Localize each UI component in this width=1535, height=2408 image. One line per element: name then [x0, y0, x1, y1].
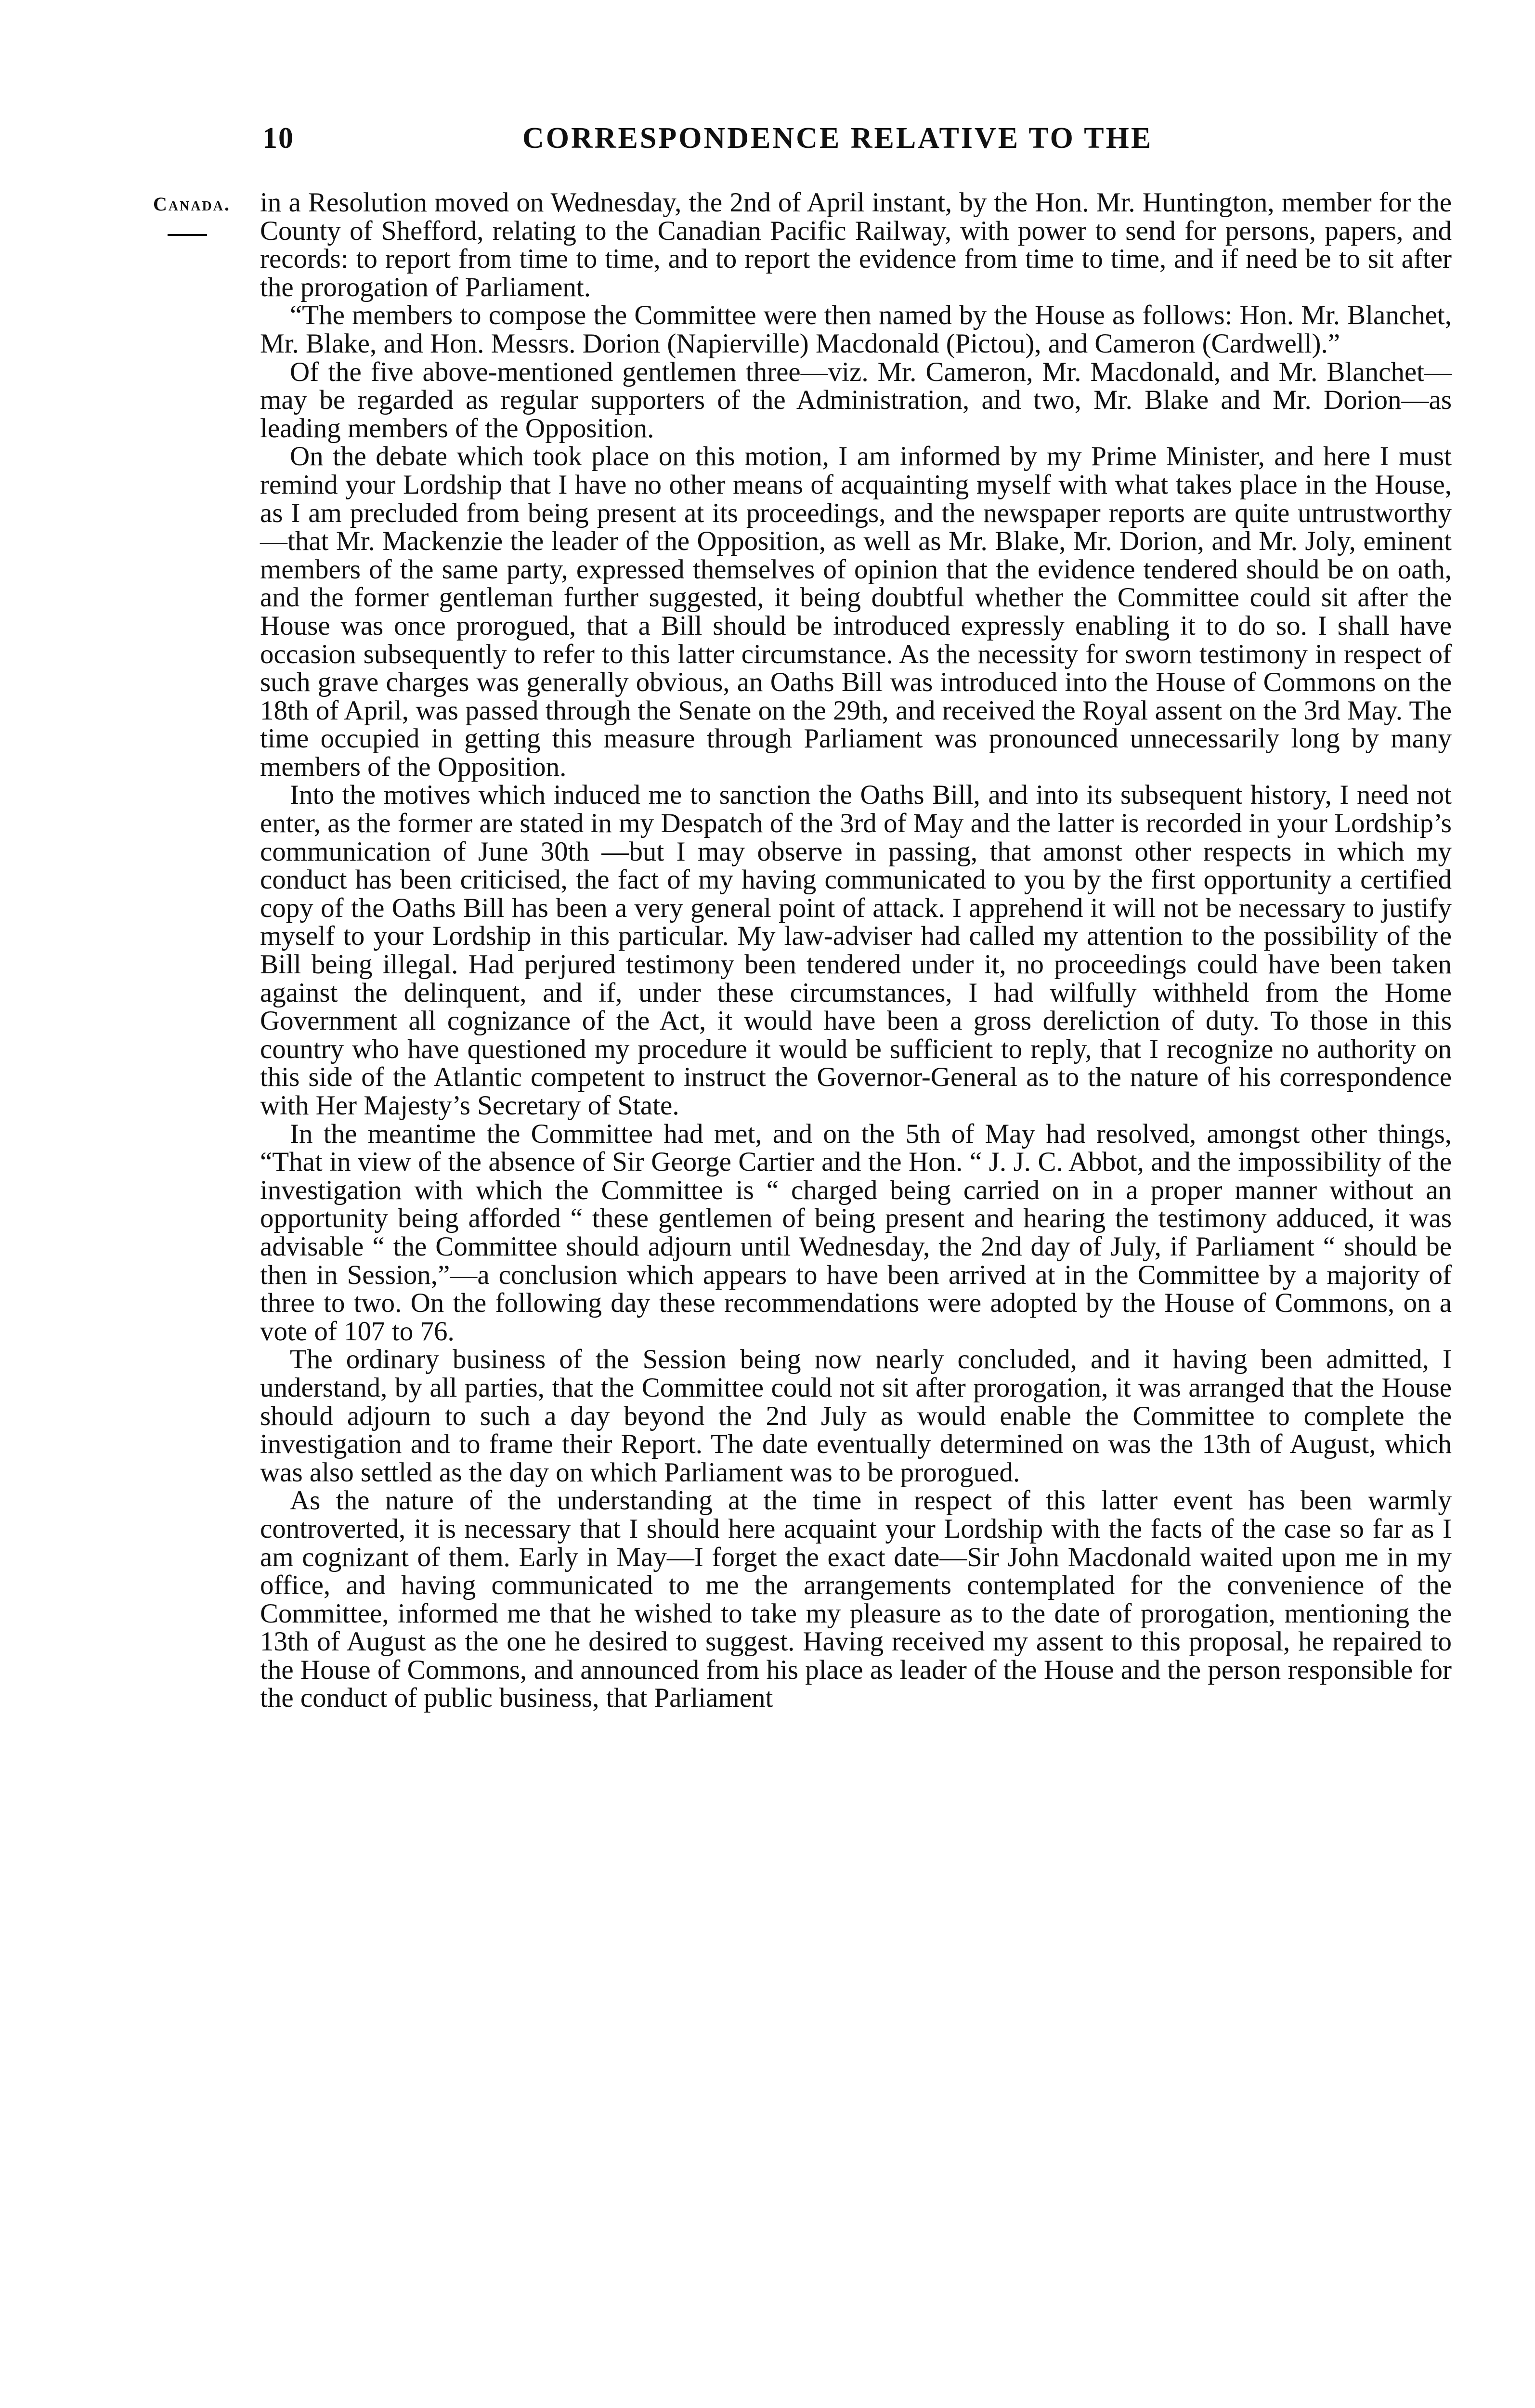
paragraph-5: Into the motives which induced me to sanction the Oaths Bill, and into its subsequent history, I need not enter, as the former are stated in my Despatch of the 3rd of May and the latter is recorded in your Lordship’s communication of June 30th —but I may observe in passing, that amonst other respects in which my conduct has been criticised, the fact of my having communicated to you by the first opportunity a certified copy of the Oaths Bill has been a very general point of attack. I apprehend it will not be necessary to justify myself to your Lordship in this particular. My law-adviser had called my attention to the possibility of the Bill being illegal. Had perjured testimony been tendered under it, no proceedings could have been taken against the delinquent, and if, under these circumstances, I had wilfully withheld from the Home Government all cognizance of the Act, it would have been a gross dereliction of duty. To those in this country who have questioned my procedure it would be sufficient to reply, that I recognize no authority on this side of the Atlantic competent to instruct the Governor-General as to the nature of his correspondence with Her Majesty’s Secretary of State.: [260, 780, 1452, 1121]
paragraph-4: On the debate which took place on this motion, I am informed by my Prime Minister, and here I must remind your Lordship that I have no other means of acquainting myself with what takes place in the House, as I am precluded from being present at its proceedings, and the newspaper reports are quite untrustworthy—that Mr. Mackenzie the leader of the Opposition, as well as Mr. Blake, Mr. Dorion, and Mr. Joly, eminent members of the same party, expressed themselves of opinion that the evidence tendered should be on oath, and the former gentleman further suggested, it being doubtful whether the Committee could sit after the House was once prorogued, that a Bill should be introduced expressly enabling it to do so. I shall have occasion subsequently to refer to this latter circumstance. As the necessity for sworn testimony in respect of such grave charges was generally obvious, an Oaths Bill was introduced into the House of Commons on the 18th of April, was passed through the Senate on the 29th, and received the Royal assent on the 3rd May. The time occupied in getting this measure through Parliament was pronounced unnecessarily long by many members of the Opposition.: [260, 441, 1452, 782]
margin-note-rule: [168, 234, 207, 236]
page-header: [0, 121, 1535, 165]
paragraph-1: in a Resolution moved on Wednesday, the 2nd of April instant, by the Hon. Mr. Huntington, member for the County of Shefford, relating to the Canadian Pacific Railway, with power to send for persons, papers, and records: to report from time to time, and to report the evidence from time to time, and if need be to sit after the prorogation of Parliament.: [260, 187, 1452, 302]
page-number: 10: [262, 122, 294, 155]
paragraph-6: In the meantime the Committee had met, and on the 5th of May had resolved, amongst other things, “That in view of the absence of Sir George Cartier and the Hon. “ J. J. C. Abbot, and the impossibility of the investigation with which the Committee is “ charged being carried on in a proper manner without an opportunity being afforded “ these gentlemen of being present and hearing the testimony adduced, it was advisable “ the Committee should adjourn until Wednesday, the 2nd day of July, if Parliament “ should be then in Session,”—a conclusion which appears to have been arrived at in the Committee by a majority of three to two. On the following day these recommendations were adopted by the House of Commons, on a vote of 107 to 76.: [260, 1118, 1452, 1347]
paragraph-8: As the nature of the understanding at the time in respect of this latter event has been warmly controverted, it is necessary that I should here acquaint your Lordship with the facts of the case so far as I am cognizant of them. Early in May—I forget the exact date—Sir John Macdonald waited upon me in my office, and having communicated to me the arrangements contemplated for the convenience of the Committee, informed me that he wished to take my pleasure as to the date of prorogation, mentioning the 13th of August as the one he desired to suggest. Having received my assent to this proposal, he repaired to the House of Commons, and announced from his place as leader of the House and the person responsible for the conduct of public business, that Parliament: [260, 1485, 1452, 1714]
running-head: CORRESPONDENCE RELATIVE TO THE: [522, 122, 1153, 155]
paragraph-3: Of the five above-mentioned gentlemen three—viz. Mr. Cameron, Mr. Macdonald, and Mr. Blanchet—may be regarded as regular supporters of the Administration, and two, Mr. Blake and Mr. Dorion—as leading members of the Opposition.: [260, 356, 1452, 444]
body-text: [260, 189, 1452, 1713]
margin-note: Canada.: [153, 193, 231, 215]
paragraph-2: “The members to compose the Committee were then named by the House as follows: Hon. Mr. Blanchet, Mr. Blake, and Hon. Messrs. Dorion (Napierville) Macdonald (Pictou), and Cameron (Cardwell).”: [260, 300, 1452, 359]
paragraph-7: The ordinary business of the Session being now nearly concluded, and it having been admitted, I understand, by all parties, that the Committee could not sit after prorogation, it was arranged that the House should adjourn to such a day beyond the 2nd July as would enable the Committee to complete the investigation and to frame their Report. The date eventually determined on was the 13th of August, which was also settled as the day on which Parliament was to be prorogued.: [260, 1344, 1452, 1488]
